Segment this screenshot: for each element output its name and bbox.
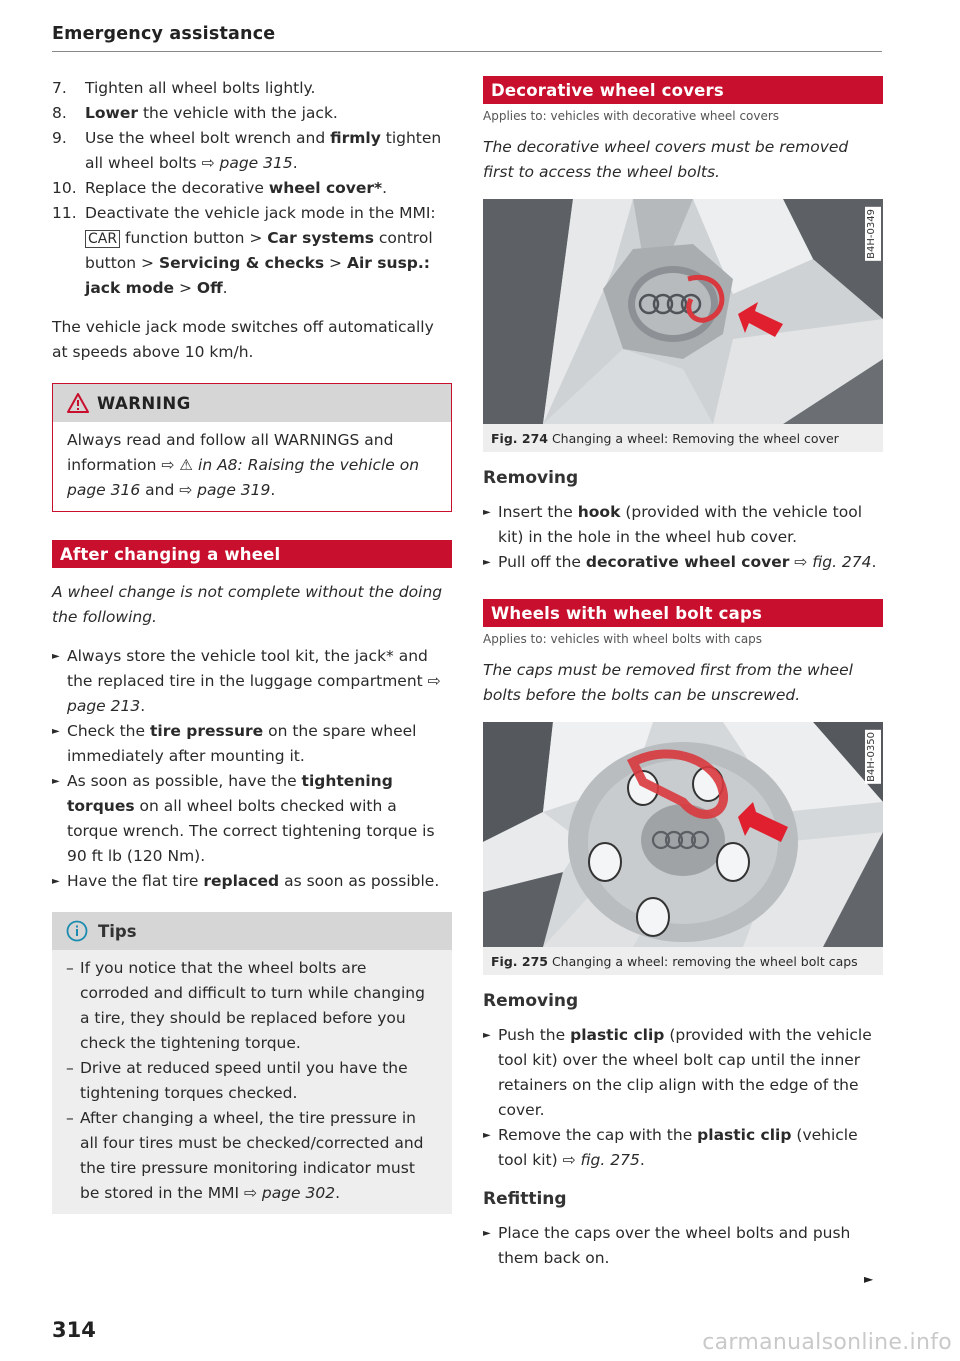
list-item: ► Have the flat tire replaced as soon as possible. — [52, 869, 452, 894]
tips-header — [52, 912, 452, 950]
bolt-caps-image — [483, 722, 883, 947]
figure-caption: Fig. 274 Changing a wheel: Removing the wheel cover — [491, 431, 839, 446]
refitting-heading: Refitting — [483, 1189, 567, 1209]
wheel-cover-image — [483, 199, 883, 424]
figure-274 — [483, 199, 883, 452]
after-list — [52, 644, 452, 894]
page-link[interactable]: ⇨ page 302 — [243, 1184, 336, 1202]
step-10: 10. Replace the decorative wheel cover*. — [52, 179, 388, 197]
warning-header — [53, 384, 451, 422]
list-item: ► Pull off the decorative wheel cover ⇨ fig. 274. — [483, 550, 883, 575]
warning-triangle-icon — [67, 393, 89, 413]
page-number: 314 — [52, 1318, 96, 1342]
triangle-bullet-icon: ► — [52, 876, 60, 887]
triangle-bullet-icon: ► — [483, 1228, 491, 1239]
figure-code: B4H-0349 — [865, 207, 881, 261]
triangle-bullet-icon: ► — [52, 726, 60, 737]
refitting-list — [483, 1221, 883, 1271]
tips-box — [52, 912, 452, 1214]
caps-removing-list — [483, 1023, 883, 1173]
removing-heading: Removing — [483, 991, 579, 1011]
list-item: ► As soon as possible, have the tightening torques on all wheel bolts checked with a torque wrench. The correct tightening torque is 90 ft lb (120 Nm). — [52, 769, 452, 869]
page-header — [52, 24, 882, 52]
wheel-cover-illustration — [483, 199, 883, 424]
list-item: ► Always store the vehicle tool kit, the jack* and the replaced tire in the luggage compartment ⇨ page 213. — [52, 644, 452, 719]
page-link[interactable]: ⇨ page 319 — [179, 481, 271, 499]
triangle-bullet-icon: ► — [483, 507, 491, 518]
tips-label: Tips — [98, 921, 137, 941]
tip-item: – After changing a wheel, the tire pressure in all four tires must be checked/corrected and the tire pressure monitoring indicator must be stored in the MMI ⇨ page 302. — [66, 1109, 424, 1202]
bolt-caps-heading: Wheels with wheel bolt caps — [483, 599, 883, 627]
figure-caption: Fig. 275 Changing a wheel: removing the wheel bolt caps — [491, 954, 858, 969]
section-title: Emergency assistance — [52, 24, 276, 44]
page-link[interactable]: ⇨ page 315 — [201, 154, 293, 172]
triangle-bullet-icon: ► — [483, 557, 491, 568]
triangle-bullet-icon: ► — [483, 1030, 491, 1041]
tip-item: – If you notice that the wheel bolts are corroded and difficult to turn while changing a tire, they should be replaced before you check the tightening torque. — [66, 959, 425, 1052]
car-key-label: CAR — [85, 230, 120, 248]
step-9: 9. Use the wheel bolt wrench and firmly tighten all wheel bolts ⇨ page 315. — [52, 129, 442, 172]
tip-item: – Drive at reduced speed until you have the tightening torques checked. — [66, 1059, 408, 1102]
step-11: 11. Deactivate the vehicle jack mode in the MMI: CAR function button > Car systems control button > Servicing & checks > Air susp.: jack mode > Off. — [52, 204, 436, 297]
removing-heading: Removing — [483, 468, 579, 488]
step-7: 7. Tighten all wheel bolts lightly. — [52, 79, 316, 97]
info-circle-icon — [66, 920, 88, 942]
bolt-caps-illustration — [483, 722, 883, 947]
warning-label: WARNING — [97, 393, 191, 413]
warning-text: Always read and follow all WARNINGS and information ⇨ ⚠ in A8: Raising the vehicle on page 316 and ⇨ page 319. — [67, 431, 420, 499]
list-item: ► Push the plastic clip (provided with the vehicle tool kit) over the wheel bolt cap until the inner retainers on the clip align with the edge of the cover. — [483, 1023, 883, 1123]
triangle-bullet-icon: ► — [483, 1130, 491, 1141]
left-column — [52, 76, 452, 1214]
decorative-covers-heading: Decorative wheel covers — [483, 76, 883, 104]
triangle-bullet-icon: ► — [52, 651, 60, 662]
list-item: ► Place the caps over the wheel bolts and push them back on. — [483, 1221, 883, 1271]
warning-box — [52, 383, 452, 512]
applies-to: Applies to: vehicles with wheel bolts with caps — [483, 632, 763, 646]
list-item: ► Insert the hook (provided with the vehicle tool kit) in the hole in the wheel hub cover. — [483, 500, 883, 550]
warning-link[interactable]: ⇨ ⚠ in A8: Raising the vehicle on page 316 — [67, 456, 420, 499]
steps-list — [52, 76, 452, 301]
after-changing-heading: After changing a wheel — [52, 540, 452, 568]
step-8: 8. Lower the vehicle with the jack. — [52, 104, 338, 122]
applies-to: Applies to: vehicles with decorative wheel covers — [483, 109, 780, 123]
continue-arrow-icon: ► — [864, 1272, 874, 1286]
auto-off-text: The vehicle jack mode switches off automatically at speeds above 10 km/h. — [52, 318, 434, 361]
list-item: ► Remove the cap with the plastic clip (vehicle tool kit) ⇨ fig. 275. — [483, 1123, 883, 1173]
covers-intro: The decorative wheel covers must be removed first to access the wheel bolts. — [483, 138, 849, 181]
figure-code: B4H-0350 — [865, 730, 881, 784]
removing-list — [483, 500, 883, 575]
right-column — [483, 76, 883, 1271]
figure-275 — [483, 722, 883, 975]
figure-link[interactable]: ⇨ fig. 274 — [789, 553, 872, 571]
caps-intro: The caps must be removed first from the wheel bolts before the bolts can be unscrewed. — [483, 661, 853, 704]
list-item: ► Check the tire pressure on the spare wheel immediately after mounting it. — [52, 719, 452, 769]
watermark: carmanualsonline.info — [702, 1330, 952, 1355]
figure-link[interactable]: ⇨ fig. 275 — [562, 1151, 640, 1169]
after-intro: A wheel change is not complete without the doing the following. — [52, 583, 443, 626]
triangle-bullet-icon: ► — [52, 776, 60, 787]
page-link[interactable]: ⇨ page 213 — [67, 672, 441, 715]
